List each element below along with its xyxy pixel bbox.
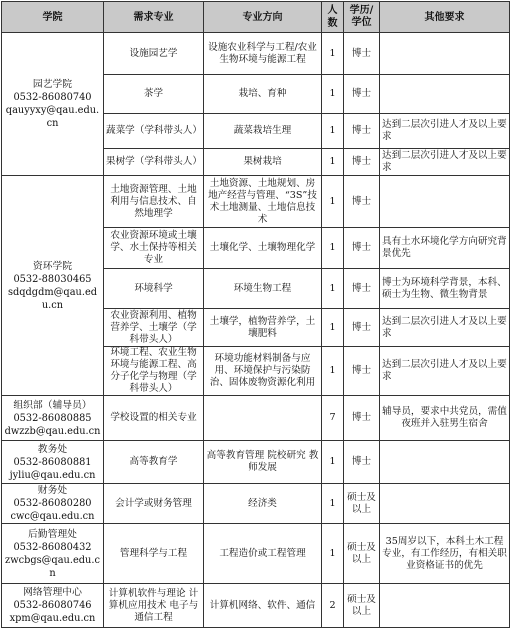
table-row [2, 524, 510, 584]
other-cell: 达到二层次引进人才及以上要求 [380, 309, 510, 347]
college-email: sdqdgdm@qau.edu.cn [7, 286, 98, 311]
college-phone: 0532-86080885 [13, 412, 92, 424]
major-cell: 农业资源环境或土壤学、水土保持等相关专业 [104, 228, 204, 269]
college-name: 后勤管理处 [28, 528, 77, 540]
direction-cell [204, 396, 322, 441]
other-cell [380, 75, 510, 114]
other-cell: 博士为环境科学背景，本科、硕士为生物、微生物背景 [380, 269, 510, 309]
other-cell: 35周岁以下，本科土木工程专业，有工作经历，有相关职业资格证书的优先 [380, 524, 510, 584]
header-count: 人数 [322, 2, 344, 33]
table-row [2, 441, 510, 484]
college-email: zwcbgs@qau.edu.cn [5, 554, 100, 579]
other-cell: 达到二层次引进人才及以上要求 [380, 114, 510, 149]
college-cell-wangluo [2, 584, 104, 628]
other-cell [380, 584, 510, 628]
college-phone: 0532-88030465 [13, 273, 92, 285]
other-cell [380, 176, 510, 228]
direction-cell: 设施农业科学与工程/农业生物环境与能源工程 [204, 33, 322, 75]
count-cell: 1 [322, 524, 344, 584]
college-cell-houqin [2, 524, 104, 584]
college-name: 资环学院 [32, 260, 73, 272]
other-cell: 达到二层次引进人才及以上要求 [380, 347, 510, 396]
college-name: 教务处 [37, 443, 68, 455]
other-cell: 达到二层次引进人才及以上要求 [380, 149, 510, 176]
degree-cell: 硕士及以上 [344, 584, 380, 628]
header-other: 其他要求 [380, 2, 510, 33]
direction-cell: 工程造价或工程管理 [204, 524, 322, 584]
direction-cell: 计算机网络、软件、通信 [204, 584, 322, 628]
count-cell: 1 [322, 484, 344, 524]
count-cell: 1 [322, 33, 344, 75]
major-cell: 果树学（学科带头人） [104, 149, 204, 176]
degree-cell: 硕士及以上 [344, 484, 380, 524]
table-row [2, 176, 510, 228]
count-cell: 1 [322, 176, 344, 228]
other-cell: 辅导员，要求中共党员，需值夜班并入驻男生宿舍 [380, 396, 510, 441]
degree-cell: 博士 [344, 347, 380, 396]
direction-cell: 经济类 [204, 484, 322, 524]
major-cell: 蔬菜学（学科带头人） [104, 114, 204, 149]
direction-cell: 栽培、育种 [204, 75, 322, 114]
degree-cell: 博士 [344, 149, 380, 176]
college-phone: 0532-86080740 [13, 92, 92, 103]
college-name: 网络管理中心 [23, 587, 82, 598]
major-cell: 茶学 [104, 75, 204, 114]
other-cell [380, 484, 510, 524]
college-email: jyliu@qau.edu.cn [9, 469, 96, 481]
count-cell: 7 [322, 396, 344, 441]
college-phone: 0532-86080881 [13, 456, 92, 468]
degree-cell: 博士 [344, 309, 380, 347]
other-cell [380, 33, 510, 75]
college-email: xpm@qau.edu.cn [9, 613, 96, 624]
major-cell: 管理科学与工程 [104, 524, 204, 584]
college-phone: 0532-86080432 [13, 541, 92, 553]
college-cell-jiaowu [2, 441, 104, 484]
college-cell-zuzhi [2, 396, 104, 441]
count-cell: 1 [322, 269, 344, 309]
college-email: dwzzb@qau.edu.cn [4, 425, 101, 437]
major-cell: 会计学或财务管理 [104, 484, 204, 524]
direction-cell: 蔬菜栽培生理 [204, 114, 322, 149]
count-cell: 1 [322, 228, 344, 269]
college-email: qauyyxy@qau.edu.cn [5, 105, 100, 129]
college-phone: 0532-86080280 [13, 498, 92, 509]
college-cell-caiwu [2, 484, 104, 524]
count-cell: 1 [322, 149, 344, 176]
count-cell: 1 [322, 309, 344, 347]
degree-cell: 博士 [344, 114, 380, 149]
header-row [2, 2, 510, 33]
direction-cell: 环境功能材料制备与应用、环境保护与污染防治、固体废物资源化利用 [204, 347, 322, 396]
college-cell-ziyuan [2, 176, 104, 396]
major-cell: 高等教育学 [104, 441, 204, 484]
major-cell: 设施园艺学 [104, 33, 204, 75]
degree-cell: 博士 [344, 396, 380, 441]
header-direction: 专业方向 [204, 2, 322, 33]
other-cell: 具有土水环境化学方向研究背景优先 [380, 228, 510, 269]
header-degree: 学历/学位 [344, 2, 380, 33]
major-cell: 农业资源利用、植物营养学、土壤学（学科带头人） [104, 309, 204, 347]
college-name: 财务处 [37, 485, 68, 496]
direction-cell: 环境生物工程 [204, 269, 322, 309]
college-name: 园艺学院 [32, 79, 73, 90]
degree-cell: 博士 [344, 33, 380, 75]
count-cell: 1 [322, 347, 344, 396]
count-cell: 1 [322, 114, 344, 149]
direction-cell: 土壤化学、土壤物理化学 [204, 228, 322, 269]
degree-cell: 博士 [344, 269, 380, 309]
direction-cell: 土壤学，植物营养学，土壤肥料 [204, 309, 322, 347]
count-cell: 2 [322, 584, 344, 628]
major-cell: 环境科学 [104, 269, 204, 309]
table-row [2, 33, 510, 75]
count-cell: 1 [322, 441, 344, 484]
direction-cell: 土地资源、土地规划、房地产经营与管理、“3S”技术土地测量、土地信息技术 [204, 176, 322, 228]
major-cell: 学校设置的相关专业 [104, 396, 204, 441]
college-cell-yuanyi [2, 33, 104, 176]
major-cell: 土地资源管理、土地利用与信息技术、自然地理学 [104, 176, 204, 228]
major-cell: 环境工程、农业生物环境与能源工程、高分子化学与物理（学科带头人） [104, 347, 204, 396]
header-major: 需求专业 [104, 2, 204, 33]
college-phone: 0532-86080746 [13, 600, 92, 611]
degree-cell: 博士 [344, 176, 380, 228]
table-row [2, 584, 510, 628]
degree-cell: 博士 [344, 228, 380, 269]
table-row [2, 396, 510, 441]
degree-cell: 博士 [344, 75, 380, 114]
college-name: 组织部（辅导员） [13, 399, 92, 411]
college-email: cwc@qau.edu.cn [10, 511, 95, 522]
major-cell: 计算机软件与理论 计算机应用技术 电子与通信工程 [104, 584, 204, 628]
count-cell: 1 [322, 75, 344, 114]
table-row [2, 484, 510, 524]
other-cell [380, 441, 510, 484]
header-college: 学院 [2, 2, 104, 33]
direction-cell: 高等教育管理 院校研究 教师发展 [204, 441, 322, 484]
recruitment-table [1, 1, 510, 628]
degree-cell: 博士 [344, 441, 380, 484]
degree-cell: 硕士及以上 [344, 524, 380, 584]
direction-cell: 果树栽培 [204, 149, 322, 176]
